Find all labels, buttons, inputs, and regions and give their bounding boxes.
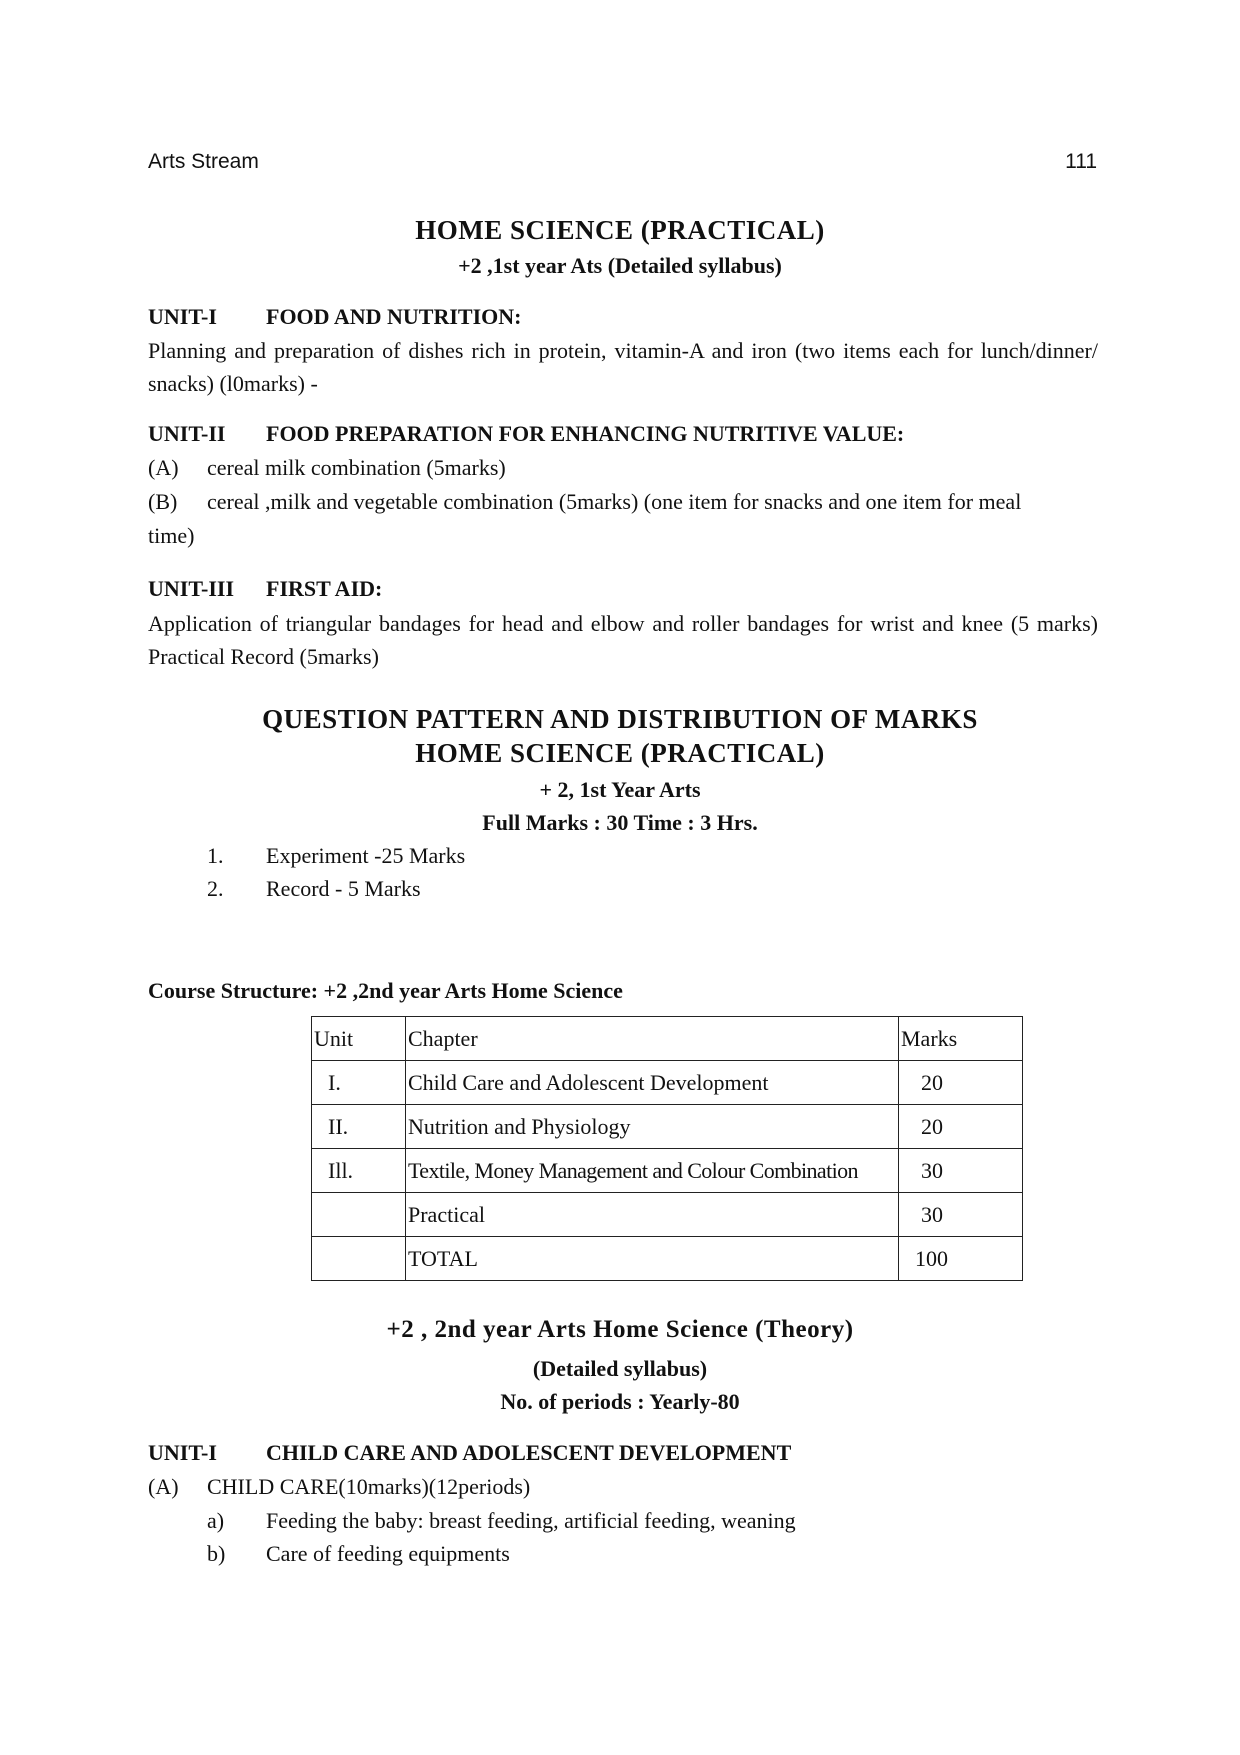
unit-label: UNIT-I (148, 1440, 217, 1465)
list-item: Record - 5 Marks (266, 876, 421, 901)
list-marker: (A) (148, 455, 179, 480)
unit-cell: Ill. (312, 1149, 406, 1193)
unit-label: UNIT-I (148, 304, 217, 329)
section-subtitle: +2 ,1st year Ats (Detailed syllabus) (458, 253, 782, 278)
table-header-row (312, 1017, 1023, 1061)
list-marker: (B) (148, 489, 178, 514)
list-item-continuation: time) (148, 523, 195, 548)
unit-cell: II. (312, 1105, 406, 1149)
chapter-cell: TOTAL (406, 1237, 899, 1281)
table-row (312, 1061, 1023, 1105)
unit-cell (312, 1193, 406, 1237)
marks-cell: 20 (899, 1105, 1023, 1149)
list-item: cereal ,milk and vegetable combination (5marks) (one item for snacks and one item for meal (207, 489, 1022, 514)
unit-title: FOOD PREPARATION FOR ENHANCING NUTRITIVE VALUE: (266, 421, 905, 446)
chapter-cell: Child Care and Adolescent Development (406, 1061, 899, 1105)
unit-title: FOOD AND NUTRITION: (266, 304, 522, 329)
column-header: Chapter (406, 1017, 899, 1061)
section-title: HOME SCIENCE (PRACTICAL) (415, 215, 825, 245)
list-item: Care of feeding equipments (266, 1541, 510, 1566)
running-header: Arts Stream (148, 150, 259, 173)
table-row (312, 1149, 1023, 1193)
list-item: Feeding the baby: breast feeding, artificial feeding, weaning (266, 1508, 796, 1533)
unit-title: CHILD CARE AND ADOLESCENT DEVELOPMENT (266, 1440, 792, 1465)
section-subtitle: + 2, 1st Year Arts (539, 777, 701, 802)
periods-line: No. of periods : Yearly-80 (500, 1389, 740, 1414)
list-marker: 1. (207, 843, 224, 868)
course-structure-table (311, 1016, 1023, 1281)
chapter-cell: Practical (406, 1193, 899, 1237)
unit-description: Planning and preparation of dishes rich in protein, vitamin-A and iron (two items each for lunch/dinner/ snacks) (l0marks) - (148, 338, 1098, 396)
course-structure-heading: Course Structure: +2 ,2nd year Arts Home Science (148, 978, 623, 1003)
subsection-title: CHILD CARE(10marks)(12periods) (207, 1474, 531, 1499)
table-row (312, 1237, 1023, 1281)
table-row (312, 1193, 1023, 1237)
list-marker: b) (207, 1541, 226, 1566)
unit-label: UNIT-III (148, 576, 235, 601)
unit-title: FIRST AID: (266, 576, 383, 601)
unit-label: UNIT-II (148, 421, 226, 446)
list-marker: 2. (207, 876, 224, 901)
list-marker: (A) (148, 1474, 179, 1499)
list-item: Experiment -25 Marks (266, 843, 466, 868)
unit-cell: I. (312, 1061, 406, 1105)
column-header: Unit (312, 1017, 406, 1061)
section-title: HOME SCIENCE (PRACTICAL) (415, 738, 825, 768)
unit-description: Application of triangular bandages for head and elbow and roller bandages for wrist and knee (5 marks) Practical Record (5marks) (148, 611, 1098, 669)
section-title: QUESTION PATTERN AND DISTRIBUTION OF MARKS (262, 704, 978, 734)
list-marker: a) (207, 1508, 225, 1533)
marks-cell: 20 (899, 1061, 1023, 1105)
marks-cell: 30 (899, 1193, 1023, 1237)
marks-cell: 100 (899, 1237, 1023, 1281)
chapter-cell: Textile, Money Management and Colour Combination (406, 1149, 899, 1193)
chapter-cell: Nutrition and Physiology (406, 1105, 899, 1149)
section-subtitle: (Detailed syllabus) (532, 1356, 708, 1381)
column-header: Marks (899, 1017, 1023, 1061)
marks-cell: 30 (899, 1149, 1023, 1193)
list-item: cereal milk combination (5marks) (207, 455, 506, 480)
section-title: +2 , 2nd year Arts Home Science (Theory) (386, 1316, 854, 1343)
marks-line: Full Marks : 30 Time : 3 Hrs. (482, 810, 758, 835)
unit-cell (312, 1237, 406, 1281)
page-number: 111 (1065, 150, 1097, 173)
table-row (312, 1105, 1023, 1149)
